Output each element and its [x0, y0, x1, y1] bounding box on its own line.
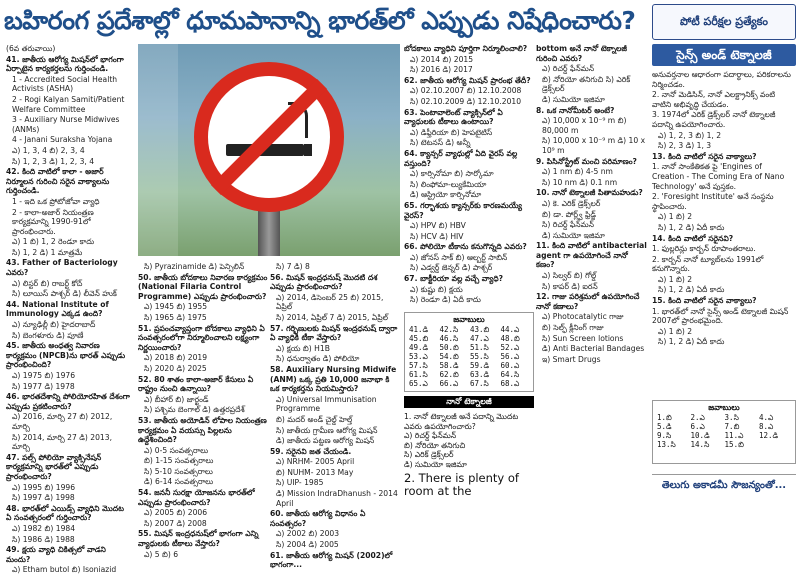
- answer-cell: 7.బి: [724, 422, 740, 431]
- question-text: 46. భారతదేశాన్ని పోలియోరహిత దేశంగా ఎప్పుడు ప్రకటించారు?: [6, 392, 130, 411]
- answer-options: ఎ) కుష్టు బి) క్షయ: [410, 284, 463, 294]
- answer-options: సి) లూయిస్ పాశ్చర్ డి) లీవెన్ హుక్: [12, 289, 117, 299]
- answer-options: సి) 1997 డి) 1998: [12, 493, 75, 503]
- question-text: 54. జననీ సురక్షా యోజనను భారత్‌లో ఎప్పుడు ప్రారంభించారు?: [138, 488, 255, 507]
- answer-options: బి) డా. పోర్ల్వ్ ఫ్రిడ్జ్: [542, 209, 596, 219]
- question-text: 41. జాతీయ ఆరోగ్య మిషన్‌లో భాగంగా ఏర్పాటైన కార్యకర్తలను గుర్తించండి.: [6, 54, 124, 74]
- answer-cell: 49.డి: [409, 343, 429, 352]
- answer-options: బి) మదర్ అండ్ చైల్డ్ హెల్త్: [276, 414, 353, 424]
- answer-options: ఎ) 1 బి) 1, 2 రెండూ కాదు: [12, 237, 95, 247]
- column-6: [652, 70, 796, 396]
- question-text: బోదకాలు వ్యాధిని పూర్తిగా నిర్మూలించాలి?: [404, 44, 528, 53]
- answer-options: సి) HCV డి) HIV: [410, 231, 464, 241]
- body-text: 3. 1974లో ఎరిక్ డ్రెక్స్‌లర్ నానో టెక్నాలజీ పదాన్ని ఉపయోగించారు.: [652, 110, 776, 129]
- question-text: 65. గర్భాశయ క్యాన్సర్‌కు కారణమయ్యే వైరస్?: [404, 200, 522, 220]
- answer-options: ఎ) 2014, డిసెంబర్ 25 బి) 2015, ఏప్రిల్: [276, 292, 384, 312]
- answer-options: డి) Mission IndraDhanush - 2014 April: [276, 489, 398, 508]
- answer-cell: 66.ఎ: [439, 379, 459, 388]
- answer-options: 4 - Janani Suraksha Yojana: [12, 135, 113, 145]
- answer-options: బి) నోరియో తనిగుచి: [404, 440, 466, 450]
- body-text: 2. 'Foresight Institute' అనే సంస్థను స్థాపించారు.: [652, 192, 774, 211]
- question-text: 12. గాజు పరిశ్రమలో ఉపయోగించే నానో కణాలు?: [536, 292, 640, 311]
- answer-row: [656, 440, 792, 449]
- answer-options: సి) రిచర్డ్ ఫేన్‌మన్: [542, 220, 594, 230]
- answers-table-2: [656, 413, 792, 449]
- answer-cell: 44.ఎ: [500, 325, 520, 334]
- answer-options: ఎ) Photocatalytic గాజు: [542, 312, 624, 322]
- answer-options: సి) 2, 3 డి) 1, 3: [658, 141, 712, 151]
- answer-row: [408, 370, 530, 379]
- answer-options: బి) NUHM- 2013 May: [276, 467, 354, 477]
- answer-options: సి) 2014, ఏప్రిల్ 7 డి) 2015, ఏప్రిల్: [276, 312, 389, 322]
- answer-options: సి) 5-10 సంవత్సరాలు: [144, 466, 213, 476]
- answer-options: సి) 1, 2, 3 డి) 1, 2, 3, 4: [12, 156, 95, 166]
- headline: బహిరంగ ప్రదేశాల్లో ధూమపానాన్ని భారత్‌లో ఎప్పుడు నిషేధించారు?: [4, 6, 636, 35]
- answer-options: సి) జాతీయ గ్రామీణ ఆరోగ్య మిషన్: [276, 425, 378, 435]
- answer-options: ఎ) డిఫ్తీరియా బి) హెపటైటిస్: [410, 127, 493, 137]
- question-text: 56. మిషన్ ఇంద్రధనుష్ మొదటి దశ ఎప్పుడు ప్రారంభించారు?: [270, 272, 378, 292]
- answer-options: సి) 02.10.2009 డి) 12.10.2010: [410, 96, 522, 106]
- subject-title: సైన్స్ అండ్ టెక్నాలజీ: [652, 44, 796, 66]
- question-text: 1. నానో టెక్నాలజీ అనే పదాన్ని మొదట ఎవరు ఉపయోగించారు?: [404, 412, 519, 431]
- answer-cell: 8.ఎ: [758, 422, 774, 431]
- answer-cell: 50.బి: [439, 343, 459, 352]
- answer-options: ఎ) రిచర్డ్ ఫేన్‌మన్: [404, 431, 457, 441]
- question-text: 9. పిసినోస్ట్రేట్ మంచి పరిమాణం?: [536, 156, 637, 166]
- answer-cell: 65.ఎ: [409, 379, 428, 388]
- answer-options: 2 - కాలా-అజార్ నియంత్రణ కార్యక్రమాన్ని 1990-91లో ప్రారంభించారు.: [12, 207, 94, 236]
- answer-row: [408, 379, 530, 388]
- answer-options: డి) సుమియో ఇజిమా: [542, 94, 605, 104]
- question-text: 63. పెంటావాలెంట్ వ్యాక్సిన్‌లో ఏ వ్యాధులకు టీకాలు ఉంటాయి?: [404, 107, 503, 127]
- answer-cell: 3.సి: [724, 413, 739, 422]
- answer-options: ఎ) క్షయ బి) H1B: [276, 343, 330, 353]
- answers-table-1: [408, 325, 530, 388]
- answer-cell: 61.సి: [409, 370, 428, 379]
- question-text: 67. బాక్టీరియా వల్ల వచ్చే వ్యాధి?: [404, 274, 503, 284]
- answer-options: సి) 2014, మార్చి 27 డి) 2013, మార్చి: [12, 432, 112, 452]
- answer-options: ఎ) బీహార్ బి) జార్ఖండ్: [144, 394, 209, 404]
- answer-options: సి) లింఫోమా-ల్యుకేమియా: [410, 179, 487, 189]
- answer-options: ఎ) Etham butol బి) Isoniazid: [12, 565, 117, 575]
- body-text: 1. భారత్‌లో నానో సైన్స్ అండ్ టెక్నాలజీ మిషన్ 2007లో ప్రారంభమైంది.: [652, 306, 789, 326]
- answer-options: ఎ) 0-5 సంవత్సరాలు: [144, 445, 209, 455]
- answer-options: డి) జాతీయ పట్టణ ఆరోగ్య మిషన్: [276, 436, 375, 446]
- answer-options: సి) టెటనస్ డి) అన్నీ: [410, 138, 471, 148]
- answer-cell: 56.ఎ: [500, 352, 520, 361]
- answer-options: సి) Pyrazinamide డి) పెన్సిలిన్: [144, 262, 245, 271]
- body-text: 2. కార్బన్ నానో ట్యూబ్‌లను 1991లో కనుగొన్నారు.: [652, 254, 764, 274]
- answer-options: ఎ) రిచర్డ్ ఫేన్‌మన్: [542, 64, 595, 74]
- answer-cell: 63.డి: [470, 370, 490, 379]
- answer-options: ఎ) లిస్టర్ బి) రాబర్ట్ కోచ్: [12, 278, 83, 288]
- answer-options: ఎ) 5 బి) 6: [144, 549, 179, 559]
- answer-cell: 2.ఎ: [690, 413, 705, 422]
- question-text: 10. నానో టెక్నాలజీ పితామహుడు?: [536, 188, 643, 198]
- column-3: [270, 262, 400, 570]
- answer-row: [656, 431, 792, 440]
- answer-options: సి) 1, 2 డి) 1 మాత్రమే: [12, 247, 83, 257]
- question-text: 50. జాతీయ బోదకాలు నివారణ కార్యక్రమం (National Filaria Control Programme) ఎప్పుడు ప్రారంభించారు?: [138, 272, 268, 301]
- answer-options: ఎ) న్యూఢిల్లీ బి) హైదరాబాద్: [12, 320, 96, 330]
- answer-options: సి) 1965 డి) 1975: [144, 312, 207, 322]
- question-text: 45. జాతీయ అంధత్వ నివారణ కార్యక్రమం (NPCB)ను భారత్ ఎప్పుడు ప్రారంభించింది?: [6, 341, 126, 370]
- answer-options: ఎ) 1975 బి) 1976: [12, 371, 76, 380]
- question-text: 60. జాతీయ ఆరోగ్య విధానం ఏ సంవత్సరం?: [270, 509, 366, 528]
- question-text: 53. జాతీయ అయోడిన్ లోపాల నియంత్రణ కార్యక్రమం ఏ వయస్సు పిల్లలను ఉద్దేశించింది?: [138, 415, 267, 445]
- answer-cell: 14.సి: [690, 440, 710, 449]
- question-text: 14. కింది వాటిలో సరైనవి?: [652, 233, 734, 243]
- answer-options: ఎ) 1, 3, 4 బి) 2, 3, 4: [12, 145, 85, 155]
- answer-cell: 4.ఎ: [758, 413, 774, 422]
- answer-options: ఎ) 1, 2, 3 బి) 1, 2: [658, 130, 722, 140]
- nano-section: [404, 412, 534, 498]
- answer-options: బి) సెల్ఫ్ క్లీనింగ్ గాజు: [542, 323, 604, 333]
- answer-cell: 11.ఎ: [724, 431, 744, 440]
- footer-credit: తెలుగు అకాడమీ సౌజన్యంతో...: [652, 474, 796, 496]
- answer-row: [408, 334, 530, 343]
- answer-cell: 41.డి: [409, 325, 429, 334]
- answer-options: సి) 10 nm డి) 0.1 nm: [542, 177, 618, 187]
- answer-row: [408, 325, 530, 334]
- question-text: 59. సరైనవి జత చేయండి.: [270, 446, 352, 456]
- answer-cell: 58.డి: [439, 361, 459, 370]
- answer-options: బి) నోరియో తనిగుచి సి) ఎరిక్ డ్రెక్స్‌లర్: [542, 74, 631, 94]
- column-4: [404, 44, 534, 308]
- answer-cell: [758, 440, 792, 449]
- question-text: 52. 80 శాతం కాలా-అజార్ కేసులు ఏ రాష్ట్రం నుంచి ఉన్నాయి?: [138, 374, 254, 394]
- question-text: 47. పల్స్ పోలియో వ్యాక్సినేషన్ కార్యక్రమాన్ని భారత్‌లో ఎప్పుడు ప్రారంభించారు?: [6, 452, 102, 481]
- question-text: 13. కింది వాటిలో సరైన వాక్యాలు?: [652, 151, 757, 161]
- answer-options: ఎ) 2014 బి) 2015: [410, 54, 474, 64]
- answer-options: ఎ) 1 బి) 2: [658, 326, 693, 336]
- answer-options: సి) UIP- 1985: [276, 478, 324, 488]
- answer-cell: 6.ఎ: [690, 422, 705, 431]
- answer-options: ఎ) 1 బి) 2: [658, 274, 693, 284]
- answer-options: డి) 6-14 సంవత్సరాలు: [144, 477, 214, 487]
- answer-options: సి) 7 డి) 8: [276, 262, 310, 271]
- answer-options: సి) 1, 2 డి) ఏదీ కాదు: [658, 222, 725, 232]
- question-text: 64. క్యాన్సర్ వ్యాధుల్లో ఏది వైరస్ వల్ల వస్తుంది?: [404, 148, 518, 168]
- answer-options: సి) 2004 డి) 2005: [276, 540, 339, 550]
- body-text: 2. నానో మెడిసిన్, నానో ఎలక్ట్రానిక్స్ వంటి వాటిని అభివృద్ధి చేయడం.: [652, 90, 776, 109]
- answer-options: ఎ) 1982 బి) 1984: [12, 523, 76, 533]
- answer-cell: 67.సి: [470, 379, 489, 388]
- answer-cell: 47.ఎ: [470, 334, 489, 343]
- question-text: 44. National Institute of Immunology ఎక్కడ ఉంది?: [6, 299, 109, 319]
- question-text: 49. క్షయ వ్యాధి చికిత్సలో వాడని మందు?: [6, 545, 106, 564]
- answer-cell: 53.ఎ: [409, 352, 428, 361]
- answer-cell: 51.సి: [470, 343, 489, 352]
- answer-row: [656, 422, 792, 431]
- answer-options: సి) 2007 డి) 2008: [144, 518, 207, 528]
- answer-cell: 10.డి: [690, 431, 710, 440]
- body-text: అనువర్తనాల ఆధారంగా పదార్థాలు, పరికరాలను నిర్మించడం.: [652, 70, 791, 89]
- answer-options: ఎ) 1995 బి) 1996: [12, 482, 76, 492]
- question-text: 8. ఒక నానోమీటర్ అంటే?: [536, 105, 615, 115]
- answer-cell: 1.బి: [657, 413, 672, 422]
- answer-options: సి) బెంగళూరు డి) పూణే: [12, 330, 84, 340]
- answer-options: ఎ) 1 nm బి) 4-5 nm: [542, 167, 613, 177]
- body-text: 1. ఫుల్లరిన్లు కార్బన్ రూపాంతరాలు.: [652, 244, 756, 254]
- answer-options: సి) 2016 డి) 2017: [410, 65, 473, 75]
- answer-options: బి) 1-15 సంవత్సరాలు: [144, 456, 214, 466]
- answer-options: 3 - Auxiliary Nurse Midwives (ANMs): [12, 115, 120, 134]
- answer-cell: 48.బి: [500, 334, 520, 343]
- cigarette-end: [304, 144, 312, 156]
- question-text: 15. కింది వాటిలో సరైన వాక్యాలు?: [652, 296, 757, 306]
- answer-options: సి) ఎరిక్ డ్రెక్స్‌లర్: [404, 450, 454, 460]
- answer-cell: 45.బి: [409, 334, 429, 343]
- answer-cell: 68.ఎ: [500, 379, 520, 388]
- answer-options: ఎ) 2018 బి) 2019: [144, 353, 208, 363]
- answer-options: ఎ) HPV బి) HBV: [410, 221, 466, 231]
- answer-options: సి) కాపర్ డి) ఐరన్: [542, 281, 598, 291]
- answer-options: ఎ) కె. ఎరిక్ డ్రెక్స్‌లర్: [542, 198, 601, 208]
- answer-options: ఎ) Universal Immunisation Programme: [276, 394, 377, 414]
- answer-options: సి) రెండూ డి) ఏదీ కాదు: [410, 295, 481, 305]
- column-1: [6, 44, 132, 575]
- answer-options: ఎ) కార్సినోమా బి) సార్కోమా: [410, 169, 494, 179]
- answer-cell: 54.బి: [439, 352, 459, 361]
- answer-cell: 15.బి: [724, 440, 744, 449]
- question-text: 55. మిషన్ ఇంద్రధనుష్‌లో భాగంగా ఎన్ని వ్యాధులకు టీకాలు వేస్తారు?: [138, 529, 259, 549]
- answer-row: [408, 361, 530, 370]
- question-text: 61. జాతీయ ఆరోగ్య మిషన్ (2002)లో భాగంగా...: [270, 550, 393, 570]
- answer-cell: 9.సి: [657, 431, 672, 440]
- answer-cell: 55.సి: [470, 352, 489, 361]
- answer-options: సి) 10,000 x 10⁻⁹ m డి) 10 x 10⁹ m: [542, 136, 646, 155]
- question-text: 51. ప్రపంచవ్యాప్తంగా బోదకాలు వ్యాధిని ఏ సంవత్సరంలోగా నిర్మూలించాలని లక్ష్యంగా నిర్ణయించారు?: [138, 323, 265, 352]
- answer-options: ఎ) 02.10.2007 బి) 12.10.2008: [410, 86, 522, 96]
- series-tag: పోటీ పరీక్షల ప్రత్యేకం: [652, 4, 796, 40]
- answer-cell: 12.డి: [758, 431, 779, 440]
- answer-options: ఎ) NRHM- 2005 April: [276, 457, 355, 467]
- answer-cell: 52.ఎ: [500, 343, 520, 352]
- column-5: [536, 44, 648, 498]
- answer-options: డి) Anti Bacterial Bandages: [542, 344, 645, 354]
- answer-cell: 57.సి: [409, 361, 428, 370]
- answer-options: 1 - Accredited Social Health Activists (ASHA): [12, 74, 118, 94]
- answer-cell: 62.బి: [439, 370, 459, 379]
- bottom-big-text: 2. There is plenty of room at the: [404, 470, 519, 498]
- question-text: 11. కింది వాటిలో antibacterial agent గా ఉపయోగించే నానో కణం?: [536, 241, 647, 270]
- question-text: 62. జాతీయ ఆరోగ్య మిషన్ ప్రారంభ తేదీ?: [404, 75, 531, 85]
- answer-options: 1 - ఇది ఒక ప్రోటోజోవా వ్యాధి: [12, 196, 100, 206]
- answer-options: ఎ) 1945 బి) 1955: [144, 302, 208, 312]
- answer-options: 2 - Rogi Kalyan Samiti/Patient Welfare Committee: [12, 94, 125, 114]
- answer-options: ఎ) సిల్వర్ బి) గోల్డ్: [542, 271, 597, 281]
- answer-row: [408, 352, 530, 361]
- question-text: 42. కింది వాటిలో కాలా - అజార్ నిర్మూలన గురించి సరైన వాక్యాలను గుర్తించండి.: [6, 167, 110, 196]
- question-text: 58. Auxiliary Nursing Midwife (ANM) ఒక్క ప్రతి 10,000 జనాభా కి ఒక కార్యకర్తను నియమిస్తారు?: [270, 364, 397, 394]
- answer-options: ఇ) Smart Drugs: [542, 354, 601, 364]
- answer-cell: 5.డి: [657, 422, 672, 431]
- answer-cell: 43.బి: [470, 325, 490, 334]
- answer-options: ఎ) 2005 బి) 2006: [144, 508, 208, 518]
- section-heading: నానో టెక్నాలజీ: [404, 396, 534, 408]
- question-text: 57. గర్భిణులకు మిషన్ ఇంద్రధనుష్ ద్వారా ఏ వ్యాధికి టీకా వేస్తారు?: [270, 323, 398, 343]
- photo-background: [138, 44, 178, 256]
- answer-options: సి) 1986 డి) 1988: [12, 534, 75, 544]
- question-text: 48. భారత్‌లో ఎయిడ్స్ వ్యాధిని మొదట ఏ సంవత్సరంలో గుర్తించారు?: [6, 503, 125, 523]
- answer-options: ఎ) జోనస్ సాక్ బి) ఆల్బర్ట్ సాబిన్: [410, 252, 508, 262]
- answer-options: సి) ధనుర్వాతం డి) పోలియో: [276, 354, 360, 364]
- question-text: bottom అనే నానో టెక్నాలజీ గురించి ఎవరు?: [536, 44, 627, 63]
- body-text: 1. నానో సాంకేతికత పై 'Engines of Creation - The Coming Era of Nano Technology' అనే పుస్తకం.: [652, 162, 785, 191]
- answers-title-2: జవాబులు: [708, 403, 740, 412]
- answer-options: ఎ) 2002 బి) 2003: [276, 529, 340, 539]
- question-text: 66. పోలియో టీకాను కనుగొన్నది ఎవరు?: [404, 242, 527, 252]
- answer-options: సి) 1977 డి) 1978: [12, 381, 75, 391]
- answer-row: [408, 343, 530, 352]
- answer-options: సి) 1, 2 డి) ఏదీ కాదు: [658, 285, 725, 295]
- answer-options: ఎ) 10,000 x 10⁻⁹ m బి) 80,000 m: [542, 116, 627, 135]
- answer-options: ఎ) 2016, మార్చి 27 బి) 2012, మార్చి: [12, 412, 113, 431]
- answer-options: సి) ఎడ్వర్డ్ జెన్నర్ డి) పాశ్చర్: [410, 263, 493, 273]
- no-smoking-photo: [138, 44, 400, 256]
- answers-box-2: [652, 400, 796, 464]
- answer-cell: 42.సి: [439, 325, 459, 334]
- answer-options: సి) Sun Screen lotions: [542, 333, 624, 343]
- body-text: (6వ తరువాయి): [6, 44, 56, 53]
- answer-cell: 46.సి: [439, 334, 459, 343]
- answer-cell: 13.సి: [657, 440, 676, 449]
- question-text: 43. Father of Bacteriology ఎవరు?: [6, 258, 118, 278]
- answer-options: డి) సుమియో ఇజిమా: [404, 459, 467, 469]
- answer-cell: 64.సి: [500, 370, 520, 379]
- answer-options: సి) పశ్చిమ బెంగాల్ డి) ఉత్తరప్రదేశ్: [144, 405, 245, 415]
- answers-title: జవాబులు: [453, 315, 485, 324]
- answer-cell: 60.ఎ: [500, 361, 520, 370]
- answer-options: సి) 2020 డి) 2025: [144, 363, 207, 373]
- answer-options: డి) ఆస్ట్రియో కార్సినోమా: [410, 190, 482, 200]
- answer-row: [656, 413, 792, 422]
- answer-options: ఎ) 1 బి) 2: [658, 212, 693, 222]
- column-2: [138, 262, 268, 559]
- answers-box-1: [404, 312, 534, 392]
- answer-options: డి) సుమియో ఇజిమా: [542, 230, 605, 240]
- answer-options: సి) 1, 2 డి) ఏదీ కాదు: [658, 337, 725, 347]
- answer-cell: 59.డి: [470, 361, 490, 370]
